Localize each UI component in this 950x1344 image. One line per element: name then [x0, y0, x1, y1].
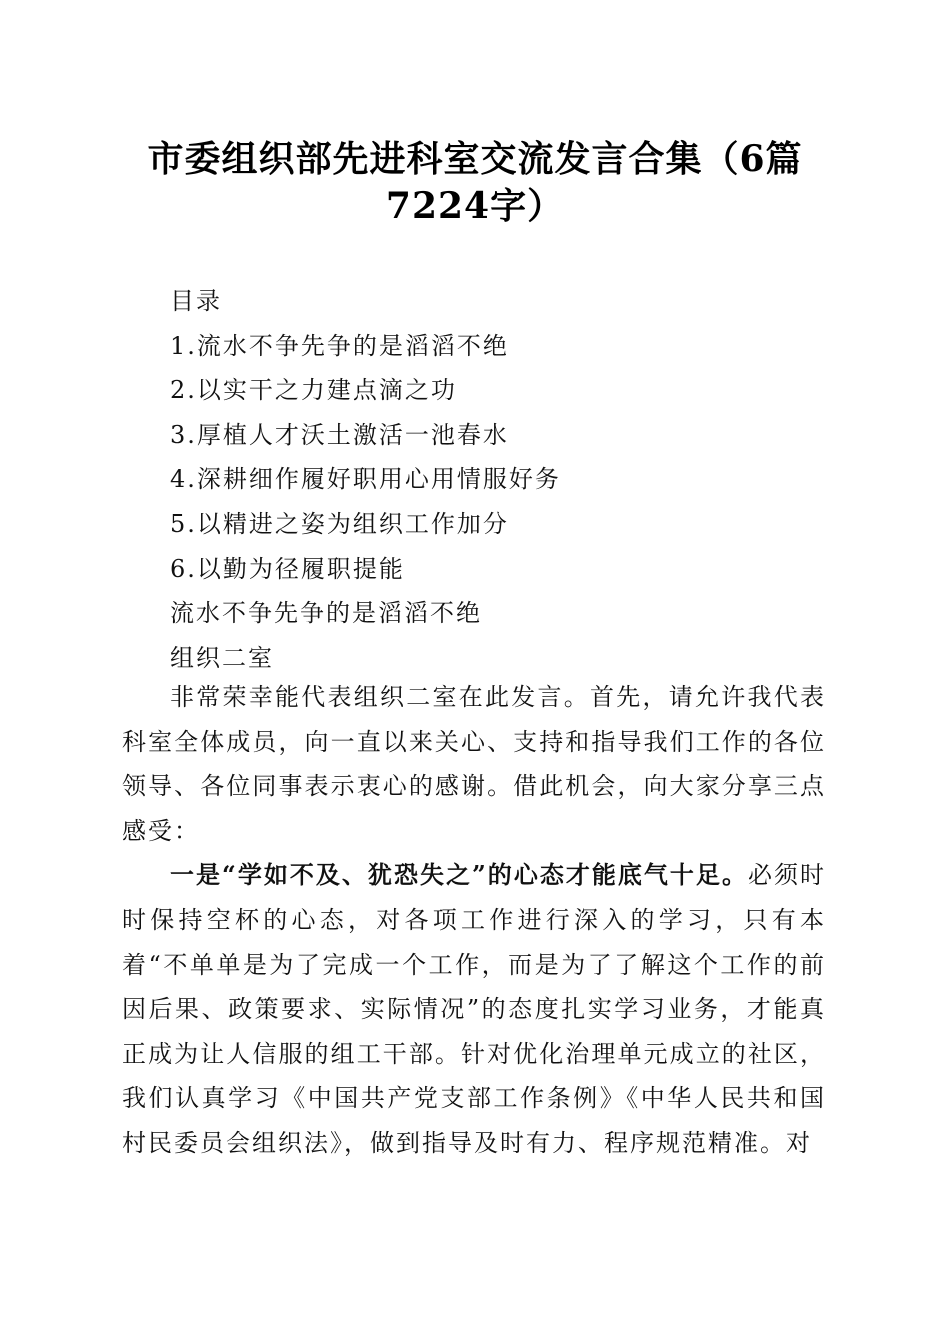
- point-one-lead: 一是“学如不及、犹恐失之”的心态才能底气十足。: [170, 860, 748, 890]
- toc-item: 2.以实干之力建点滴之功: [170, 376, 457, 405]
- section-title: 流水不争先争的是滔滔不绝: [170, 599, 482, 628]
- intro-paragraph: 非常荣幸能代表组织二室在此发言。首先，请允许我代表科室全体成员，向一直以来关心、支持和指导我们工作的各位领导、各位同事表示衷心的感谢。借此机会，向大家分享三点感受：: [122, 683, 826, 845]
- toc-item: 1.流水不争先争的是滔滔不绝: [170, 331, 509, 360]
- toc-item: 5.以精进之姿为组织工作加分: [170, 509, 509, 538]
- toc-item: 6.以勤为径履职提能: [170, 554, 405, 583]
- body-content: [122, 675, 826, 1166]
- point-one-body: 必须时时保持空杯的心态，对各项工作进行深入的学习，只有本着“不单单是为了完成一个工作，而是为了了解这个工作的前因后果、政策要求、实际情况”的态度扎实学习业务，才能真正成为让人信服的组工干部。针对优化治理单元成立的社区，我们认真学习《中国共产党支部工作条例》《中华人民共和国村民委员会组织法》，做到指导及时有力、程序规范精准。对: [122, 861, 826, 1157]
- point-one-paragraph: [122, 853, 826, 1165]
- document-title: 市委组织部先进科室交流发言合集（6篇7224字）: [147, 138, 803, 227]
- toc-item: 3.厚植人才沃土激活一池春水: [170, 420, 509, 449]
- section-author: 组织二室: [170, 643, 274, 672]
- table-of-contents: [122, 279, 826, 680]
- toc-item: 4.深耕细作履好职用心用情服好务: [170, 465, 561, 494]
- toc-heading: 目录: [170, 287, 222, 315]
